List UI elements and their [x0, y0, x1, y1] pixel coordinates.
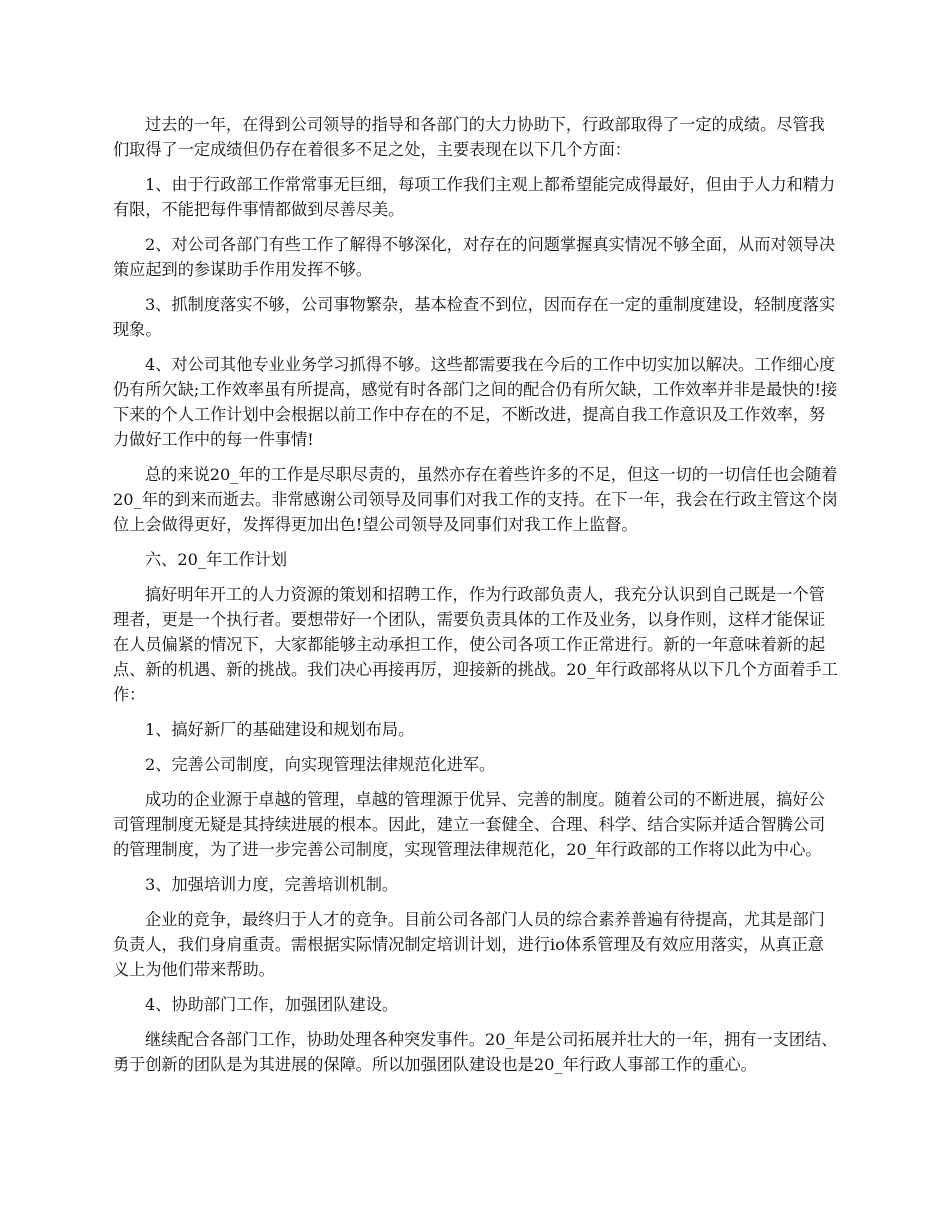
paragraph-shortcoming-1: 1、由于行政部工作常常事无巨细，每项工作我们主观上都希望能完成得最好，但由于人力和精力有限，不能把每件事情都做到尽善尽美。 — [113, 175, 836, 219]
paragraph-shortcomings-intro: 过去的一年，在得到公司领导的指导和各部门的大力协助下，行政部取得了一定的成绩。尽管我们取得了一定成绩但仍存在着很多不足之处，主要表现在以下几个方面： — [113, 115, 825, 159]
plan-item-1: 1、搞好新厂的基础建设和规划布局。 — [145, 720, 415, 739]
paragraph-plan-item-2-detail: 成功的企业源于卓越的管理，卓越的管理源于优异、完善的制度。随着公司的不断进展，搞好公司管理制度无疑是其持续进展的根本。因此，建立一套健全、合理、科学、结合实际并适合智腾公司的管理制度，为了进一步完善公司制度，实现管理法律规范化，20_年行政部的工作将以此为中心。 — [113, 790, 826, 859]
paragraph-shortcoming-4: 4、对公司其他专业业务学习抓得不够。这些都需要我在今后的工作中切实加以解决。工作细心度仍有所欠缺;工作效率虽有所提高，感觉有时各部门之间的配合仍有所欠缺，工作效率并非是最快的!接下来的个人工作计划中会根据以前工作中存在的不足，不断改进，提高自我工作意识及工作效率，努力做好工作中的每一件事情! — [113, 355, 838, 449]
document-body — [113, 112, 839, 1087]
paragraph-plan-item-3-detail: 企业的竞争，最终归于人才的竞争。目前公司各部门人员的综合素养普遍有待提高，尤其是部门负责人，我们身肩重责。需根据实际情况制定培训计划，进行io体系管理及有效应用落实，从真正意义上为他们带来帮助。 — [113, 910, 825, 979]
plan-item-2: 2、完善公司制度，向实现管理法律规范化进军。 — [145, 755, 496, 774]
paragraph-plan-intro: 搞好明年开工的人力资源的策划和招聘工作，作为行政部负责人，我充分认识到自己既是一个管理者，更是一个执行者。要想带好一个团队，需要负责具体的工作及业务，以身作则，这样才能保证在人员偏紧的情况下，大家都能够主动承担工作，使公司各项工作正常进行。新的一年意味着新的起点、新的机遇、新的挑战。我们决心再接再厉，迎接新的挑战。20_年行政部将从以下几个方面着手工作： — [113, 585, 838, 704]
section-heading-work-plan: 六、20_年工作计划 — [145, 550, 288, 569]
paragraph-shortcoming-2: 2、对公司各部门有些工作了解得不够深化，对存在的问题掌握真实情况不够全面，从而对领导决策应起到的参谋助手作用发挥不够。 — [113, 235, 836, 279]
paragraph-plan-item-4-detail: 继续配合各部门工作，协助处理各种突发事件。20_年是公司拓展并壮大的一年，拥有一支团结、勇于创新的团队是为其进展的保障。所以加强团队建设也是20_年行政人事部工作的重心。 — [113, 1030, 838, 1074]
plan-item-4: 4、协助部门工作，加强团队建设。 — [145, 995, 399, 1014]
paragraph-shortcoming-3: 3、抓制度落实不够，公司事物繁杂，基本检查不到位，因而存在一定的重制度建设，轻制度落实现象。 — [113, 295, 836, 339]
plan-item-3: 3、加强培训力度，完善培训机制。 — [145, 875, 399, 894]
paragraph-summary: 总的来说20_年的工作是尽职尽责的，虽然亦存在着些许多的不足，但这一切的一切信任也会随着20_年的到来而逝去。非常感谢公司领导及同事们对我工作的支持。在下一年，我会在行政主管这个岗位上会做得更好，发挥得更加出色!望公司领导及同事们对我工作上监督。 — [113, 465, 838, 534]
